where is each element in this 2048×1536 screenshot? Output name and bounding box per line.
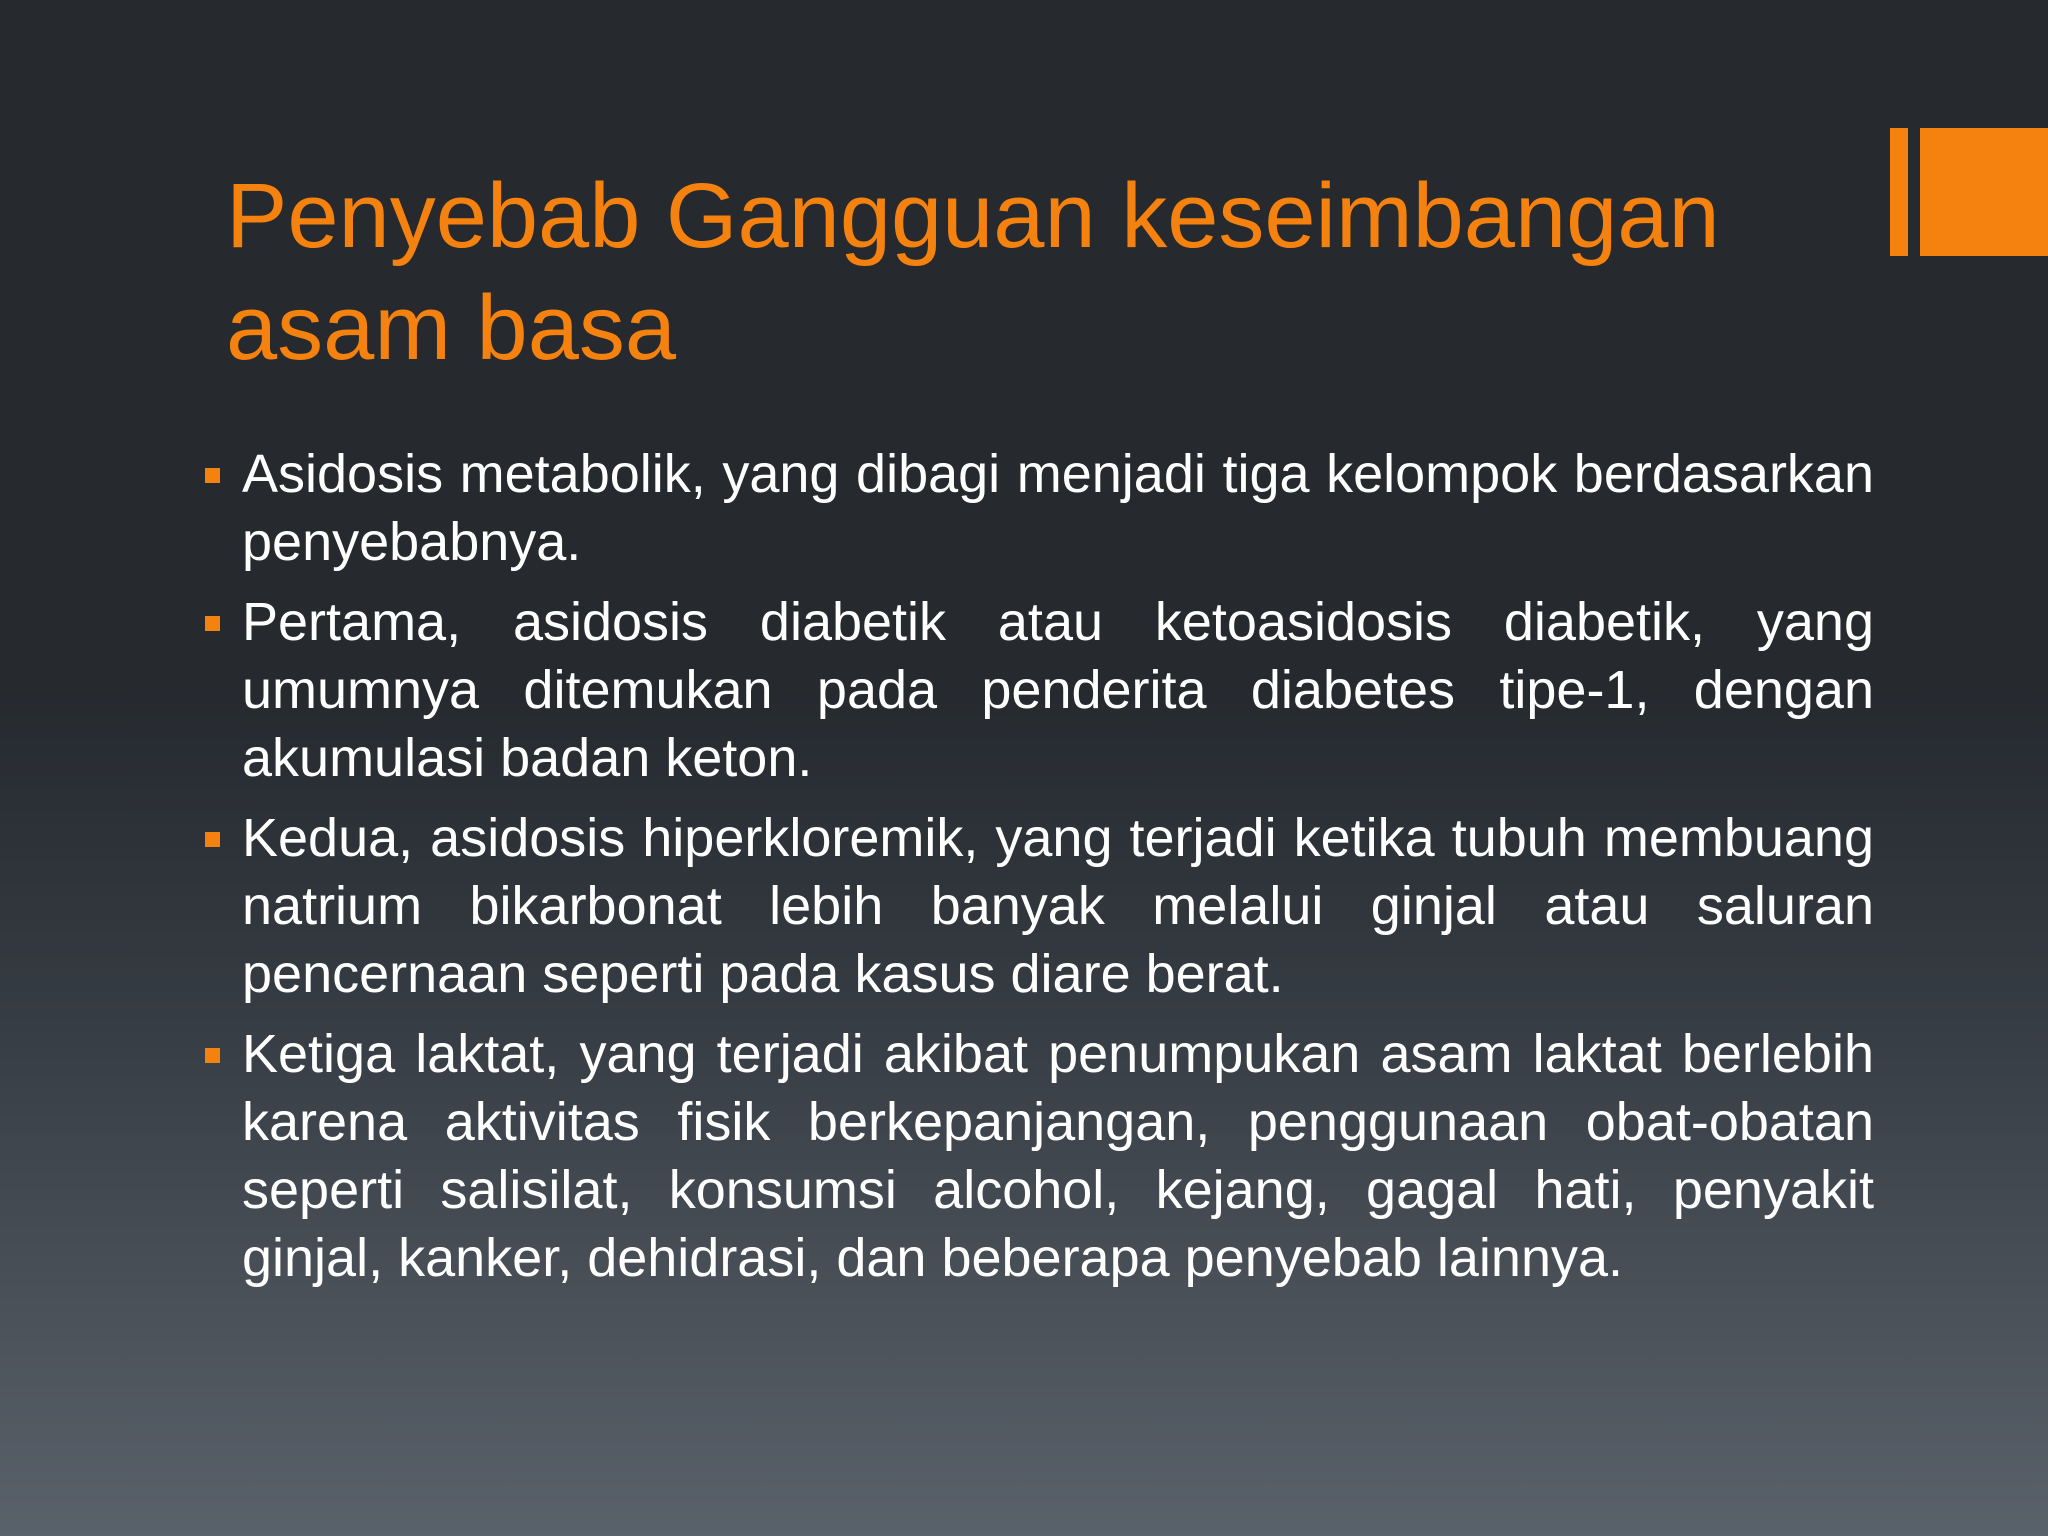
square-bullet-icon [205,832,220,847]
list-item [202,804,1874,1008]
accent-block [1920,128,2048,256]
slide-title: Penyebab Gangguan keseimbangan asam basa [226,165,1720,379]
accent-bar [1890,128,1908,256]
list-item [202,440,1874,576]
list-item [202,588,1874,792]
bullet-list [202,440,1874,1304]
bullet-text: Ketiga laktat, yang terjadi akibat penumpukan asam laktat berlebih karena aktivitas fisik berkepanjangan, penggunaan obat-obatan seperti salisilat, konsumsi alcohol, kejang, gagal hati, penyakit ginjal, kanker, dehidrasi, dan beberapa penyebab lainnya. [242,1024,1874,1288]
bullet-text: Asidosis metabolik, yang dibagi menjadi tiga kelompok berdasarkan penyebabnya. [242,444,1874,572]
square-bullet-icon [205,1048,220,1063]
bullet-text: Pertama, asidosis diabetik atau ketoasidosis diabetik, yang umumnya ditemukan pada penderita diabetes tipe-1, dengan akumulasi badan keton. [242,592,1874,788]
list-item [202,1020,1874,1292]
square-bullet-icon [205,468,220,483]
bullet-text: Kedua, asidosis hiperkloremik, yang terjadi ketika tubuh membuang natrium bikarbonat lebih banyak melalui ginjal atau saluran pencernaan seperti pada kasus diare berat. [242,808,1874,1004]
square-bullet-icon [205,616,220,631]
